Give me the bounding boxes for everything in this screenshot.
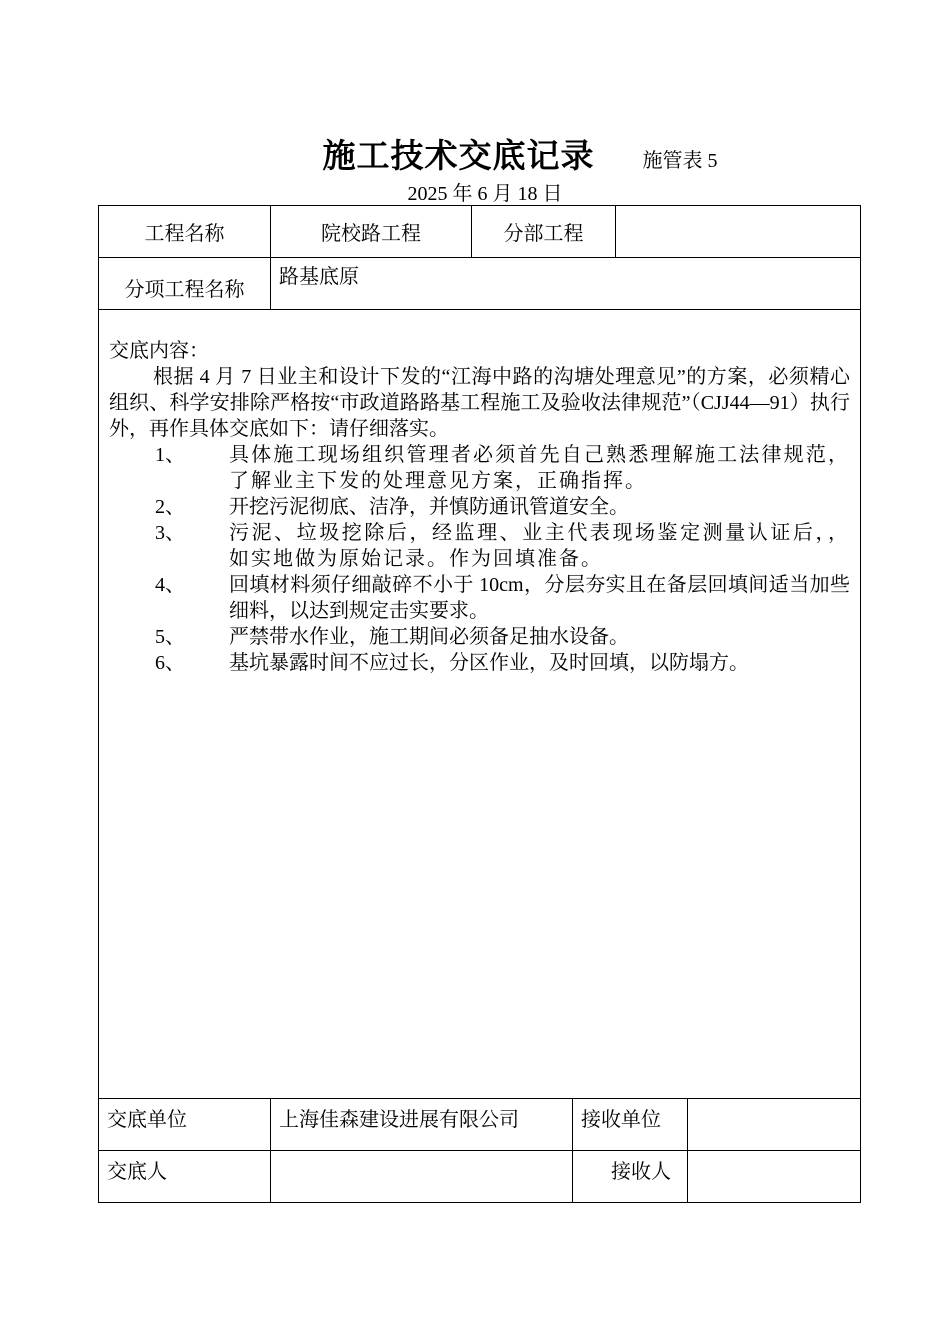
record-date: 2025 年 6 月 18 日 [407,183,563,205]
item-text: 污泥、垃圾挖除后，经监理、业主代表现场鉴定测量认证后，，如实地做为原始记录。作为回填准备。 [229,522,850,570]
receiver-unit-label: 接收单位 [573,1099,688,1151]
content-label: 交底内容： [109,340,209,362]
issuer-unit-value: 上海佳森建设进展有限公司 [271,1099,573,1151]
item-text: 严禁带水作业，施工期间必须备足抽水设备。 [229,626,629,648]
project-name-value: 院校路工程 [271,206,472,258]
list-item [109,442,850,494]
item-text: 开挖污泥彻底、洁净，并慎防通讯管道安全。 [229,496,629,518]
receiver-person-value [688,1151,861,1203]
list-item [109,624,850,650]
item-number: 1、 [155,444,185,466]
list-item [109,520,850,572]
issuer-unit-label: 交底单位 [99,1099,271,1151]
item-text: 基坑暴露时间不应过长，分区作业，及时回填，以防塌方。 [229,652,749,674]
item-text: 回填材料须仔细敲碎不小于 10cm，分层夯实且在备层回填间适当加些细料，以达到规定击实要求。 [229,574,850,622]
receiver-unit-value [688,1099,861,1151]
project-name-label: 工程名称 [99,206,271,258]
receiver-person-label: 接收人 [573,1151,688,1203]
division-label: 分部工程 [472,206,616,258]
item-number: 4、 [155,574,185,596]
title-row [0,130,950,177]
item-number: 6、 [155,652,185,674]
sub-item-label: 分项工程名称 [99,258,271,310]
list-item [109,650,850,676]
list-item [109,494,850,520]
item-number: 3、 [155,522,185,544]
item-text: 具体施工现场组织管理者必须首先自己熟悉理解施工法律规范，了解业主下发的处理意见方案，正确指挥。 [229,444,850,492]
issuer-person-value [271,1151,573,1203]
form-number: 施管表 5 [642,150,718,172]
issuer-person-label: 交底人 [99,1151,271,1203]
list-item [109,572,850,624]
page-title: 施工技术交底记录 [322,139,595,175]
item-number: 2、 [155,496,185,518]
record-table [98,205,861,1203]
division-value [616,206,861,258]
content-cell [99,310,861,1099]
sub-item-value: 路基底原 [271,258,861,310]
item-number: 5、 [155,626,185,648]
content-intro: 根据 4 月 7 日业主和设计下发的“江海中路的沟塘处理意见”的方案，必须精心组织、科学安排除严格按“市政道路路基工程施工及验收法律规范”（CJJ44—91）执行外，再作具体交底如下：请仔细落实。 [109,366,850,440]
